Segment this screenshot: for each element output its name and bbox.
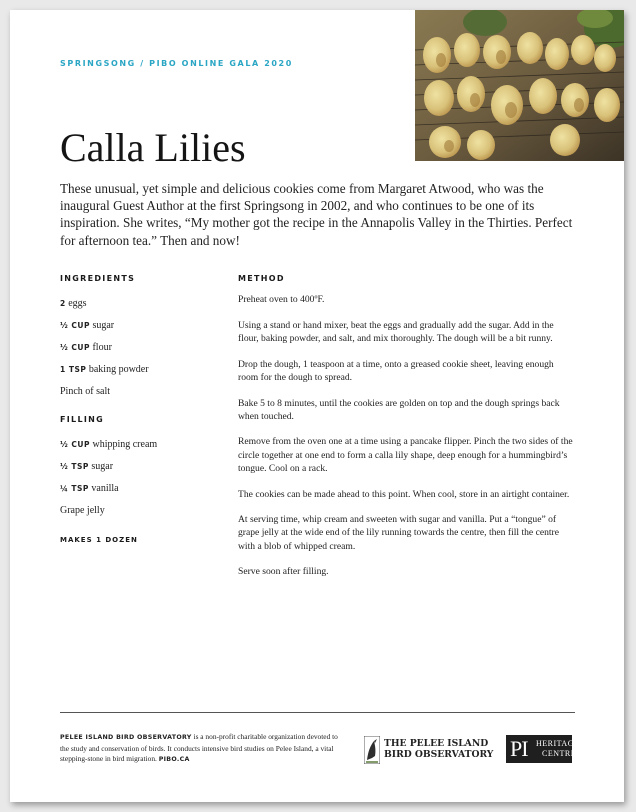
method-step: Drop the dough, 1 teaspoon at a time, onto a greased cookie sheet, leaving enough room for the dough to spread. (238, 358, 554, 383)
filling-name: vanilla (91, 483, 119, 494)
ingredient-name: baking powder (88, 364, 149, 375)
recipe-page (10, 10, 624, 802)
pi-logo-heritage: HERITAGE (536, 739, 580, 748)
ingredient-item (60, 315, 230, 337)
ingredient-name: eggs (68, 298, 87, 309)
method-heading: METHOD (238, 274, 285, 283)
filling-amount: ½ TSP (60, 462, 89, 471)
ingredient-item (60, 293, 230, 315)
filling-name: Grape jelly (60, 505, 105, 516)
filling-item (60, 478, 230, 500)
filling-item (60, 434, 230, 456)
footer-org-name: PELEE ISLAND BIRD OBSERVATORY (60, 734, 192, 741)
ingredients-heading: INGREDIENTS (60, 274, 136, 283)
pibo-logo-line2: BIRD OBSERVATORY (384, 749, 494, 760)
pibo-logo (364, 736, 502, 764)
method-step: Remove from the oven one at a time using a pancake flipper. Pinch the two sides of the circle together at one end to form a calla lily shape, deep enough for a hummingbird’s tongue. Cool on a rack. (238, 436, 573, 474)
pi-logo-centre: CENTRE (542, 749, 577, 758)
ingredient-amount: ½ CUP (60, 321, 90, 330)
ingredient-name: Pinch of salt (60, 386, 110, 397)
method-step: At serving time, whip cream and sweeten with sugar and vanilla. Put a “tongue” of grape jelly at the wide end of the lily running towards the centre, then fill the centre with a blob of whipped cream. (238, 514, 560, 552)
method-step: Preheat oven to 400ºF. (238, 294, 325, 305)
method-step: Using a stand or hand mixer, beat the eggs and gradually add the sugar. Add in the flour, baking powder, and salt, and mix thoroughly. The dough will be a bit runny. (238, 319, 554, 344)
event-kicker: SPRINGSONG / PIBO ONLINE GALA 2020 (60, 59, 293, 68)
pibo-logo-text (384, 738, 493, 760)
method-step: Serve soon after filling. (238, 566, 329, 578)
filling-name: sugar (91, 461, 114, 472)
ingredient-amount: 1 TSP (60, 365, 87, 374)
cookies-photo (415, 10, 624, 161)
filling-amount: ½ CUP (60, 440, 90, 449)
ingredient-amount: 2 (60, 299, 66, 308)
ingredients-list (60, 293, 230, 403)
filling-item (60, 456, 230, 478)
ingredients-column (60, 274, 230, 544)
ingredient-amount: ½ CUP (60, 343, 90, 352)
method-steps (238, 293, 576, 579)
ingredient-item (60, 381, 230, 403)
filling-name: whipping cream (92, 439, 158, 450)
footer-about (60, 732, 340, 766)
method-column (238, 274, 576, 591)
ingredient-name: sugar (92, 320, 115, 331)
pi-logo-letters: PI (510, 736, 528, 761)
filling-amount: ¼ TSP (60, 484, 89, 493)
filling-list (60, 434, 230, 522)
ingredient-item (60, 337, 230, 359)
method-step: Bake 5 to 8 minutes, until the cookies are golden on top and the dough springs back when touched. (238, 397, 560, 422)
footer-divider (60, 712, 575, 713)
ingredient-name: flour (92, 342, 112, 353)
pibo-logo-line1: THE PELEE ISLAND (384, 738, 489, 749)
ingredient-item (60, 359, 230, 381)
heritage-centre-logo (506, 735, 580, 763)
recipe-yield: MAKES 1 DOZEN (60, 536, 138, 544)
recipe-intro: These unusual, yet simple and delicious cookies come from Margaret Atwood, who was the inaugural Guest Author at the first Springsong in 2002, and who continues to be one of its inspiration. She writes, “My mother got the recipe in the Annapolis Valley in the Thirties. Perfect for afternoon tea.” Then and now! (60, 181, 573, 248)
footer-website-link[interactable]: PIBO.CA (158, 756, 190, 763)
recipe-title: Calla Lilies (60, 125, 246, 170)
filling-item (60, 500, 230, 522)
footer-org-description: is a non-profit charitable organization devoted to the study and conservation of birds. It conducts intensive bird studies on Pelee Island, a vital stepping-stone in bird migration. (60, 732, 338, 763)
filling-heading: FILLING (60, 415, 104, 424)
method-step: The cookies can be made ahead to this point. When cool, store in an airtight container. (238, 488, 570, 500)
bird-icon (364, 736, 380, 764)
